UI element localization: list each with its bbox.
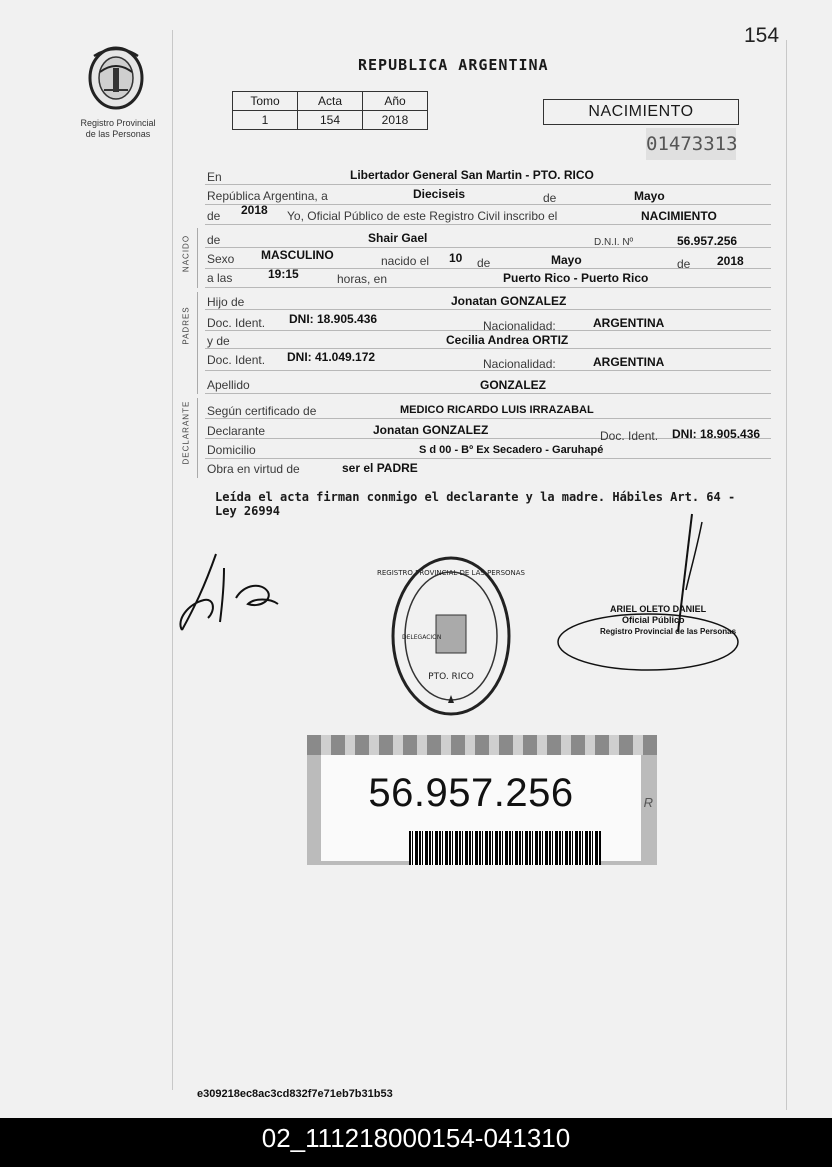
page-number: 154 [744, 24, 780, 47]
child-dni-value: 56.957.256 [677, 234, 738, 248]
side-label-declarante: DECLARANTE [181, 400, 191, 465]
address-value: S d 00 - Bº Ex Secadero - Garuhapé [419, 444, 604, 456]
declarante-label: Declarante [207, 424, 266, 438]
rule-line [205, 224, 771, 225]
section-separator [197, 228, 198, 288]
sticker-inner [321, 755, 641, 861]
de-label: de [477, 256, 491, 270]
official-seal-stamp [376, 555, 526, 717]
hijo-label: Hijo de [207, 295, 245, 309]
doc-ident-label: Doc. Ident. [600, 429, 659, 443]
anio-value: 2018 [363, 111, 428, 130]
obra-label: Obra en virtud de [207, 462, 300, 476]
rule-line [205, 418, 771, 419]
en-label: En [207, 170, 222, 184]
file-identifier: 02_111218000154-041310 [261, 1123, 571, 1153]
side-label-nacido: NACIDO [181, 234, 191, 273]
de-label: de [543, 191, 557, 205]
capacity-value: ser el PADRE [342, 461, 418, 475]
declarant-doc-value: DNI: 18.905.436 [672, 427, 761, 441]
birth-place-value: Puerto Rico - Puerto Rico [503, 271, 649, 285]
barcode-dni-number: 56.957.256 [368, 771, 574, 815]
month-value: Mayo [634, 189, 665, 203]
inscription-type-value: NACIMIENTO [641, 209, 717, 223]
registry-reference-table [232, 91, 428, 130]
birth-day-value: 10 [449, 251, 463, 265]
nacido-label: nacido el [381, 254, 430, 268]
logo-caption-line2: de las Personas [85, 129, 151, 139]
day-words-value: Dieciseis [413, 187, 466, 201]
nacionalidad-label: Nacionalidad: [483, 357, 556, 371]
mother-nationality-value: ARGENTINA [593, 355, 665, 369]
surname-value: GONZALEZ [480, 378, 546, 392]
officer-signature [578, 512, 758, 682]
rule-line [205, 393, 771, 394]
father-nationality-value: ARGENTINA [593, 316, 665, 330]
side-label-padres: PADRES [181, 306, 191, 345]
tomo-header: Tomo [233, 92, 298, 111]
rule-line [205, 184, 771, 185]
dni-barcode-sticker [307, 735, 657, 865]
horas-label: horas, en [337, 272, 388, 286]
rule-line [205, 309, 771, 310]
doc-ident-label: Doc. Ident. [207, 353, 266, 367]
mother-name-value: Cecilia Andrea ORTIZ [446, 333, 569, 347]
record-type-box: NACIMIENTO [543, 99, 739, 125]
sticker-security-stripe [307, 735, 657, 755]
anio-header: Año [363, 92, 428, 111]
de-label: de [207, 209, 221, 223]
segun-label: Según certificado de [207, 404, 317, 418]
sticker-r-mark: R [643, 795, 653, 810]
de-label: de [677, 257, 691, 271]
father-doc-value: DNI: 18.905.436 [289, 312, 378, 326]
rule-line [205, 204, 771, 205]
tomo-value: 1 [233, 111, 298, 130]
mother-doc-value: DNI: 41.049.172 [287, 350, 376, 364]
sex-value: MASCULINO [261, 248, 334, 262]
birth-month-value: Mayo [551, 253, 582, 267]
serial-number: 01473313 [646, 128, 736, 160]
officer-stamp-line2: Oficial Público [622, 615, 685, 625]
birth-time-value: 19:15 [268, 267, 299, 281]
nacionalidad-label: Nacionalidad: [483, 319, 556, 333]
father-name-value: Jonatan GONZALEZ [451, 294, 567, 308]
document-title: REPUBLICA ARGENTINA [358, 56, 549, 74]
right-page-edge [786, 40, 787, 1110]
republica-label: República Argentina, a [207, 189, 328, 203]
domicilio-label: Domicilio [207, 443, 256, 457]
place-value: Libertador General San Martin - PTO. RICO [350, 168, 594, 182]
sexo-label: Sexo [207, 252, 235, 266]
logo-caption [62, 118, 174, 140]
yde-label: y de [207, 334, 230, 348]
officer-name-stamp [600, 604, 750, 637]
de-label: de [207, 233, 221, 247]
declarant-name-value: Jonatan GONZALEZ [373, 423, 489, 437]
oficial-text: Yo, Oficial Público de este Registro Civil inscribo el [287, 209, 558, 223]
section-separator [197, 292, 198, 394]
barcode-bars [409, 831, 601, 865]
provincial-coat-of-arms-logo [80, 40, 152, 112]
alas-label: a las [207, 271, 233, 285]
acta-header: Acta [298, 92, 363, 111]
declarant-signature [174, 548, 289, 638]
closing-statement: Leída el acta firman conmigo el declarante y la madre. Hábiles Art. 64 - Ley 26994 [215, 490, 736, 518]
seal-center-text: PTO. RICO [428, 672, 474, 682]
officer-stamp-line1: ARIEL OLETO DANIEL [610, 604, 707, 614]
officer-stamp-line3: Registro Provincial de las Personas [600, 627, 737, 636]
seal-side-text: DELEGACION [402, 634, 442, 641]
section-separator [197, 398, 198, 478]
seal-ring-text: REGISTRO PROVINCIAL DE LAS PERSONAS [376, 569, 526, 577]
rule-line [205, 348, 771, 349]
certificate-value: MEDICO RICARDO LUIS IRRAZABAL [400, 404, 594, 416]
doc-ident-label: Doc. Ident. [207, 316, 266, 330]
document-hash: e309218ec8ac3cd832f7e71eb7b31b53 [197, 1088, 393, 1100]
birth-year-value: 2018 [717, 254, 744, 268]
dni-label: D.N.I. Nº [594, 237, 634, 248]
acta-value: 154 [298, 111, 363, 130]
child-name-value: Shair Gael [368, 231, 428, 245]
year-value: 2018 [241, 203, 268, 217]
left-page-edge [172, 30, 173, 1090]
rule-line [205, 287, 771, 288]
apellido-label: Apellido [207, 378, 250, 392]
rule-line [205, 458, 771, 459]
logo-caption-line1: Registro Provincial [80, 118, 156, 128]
